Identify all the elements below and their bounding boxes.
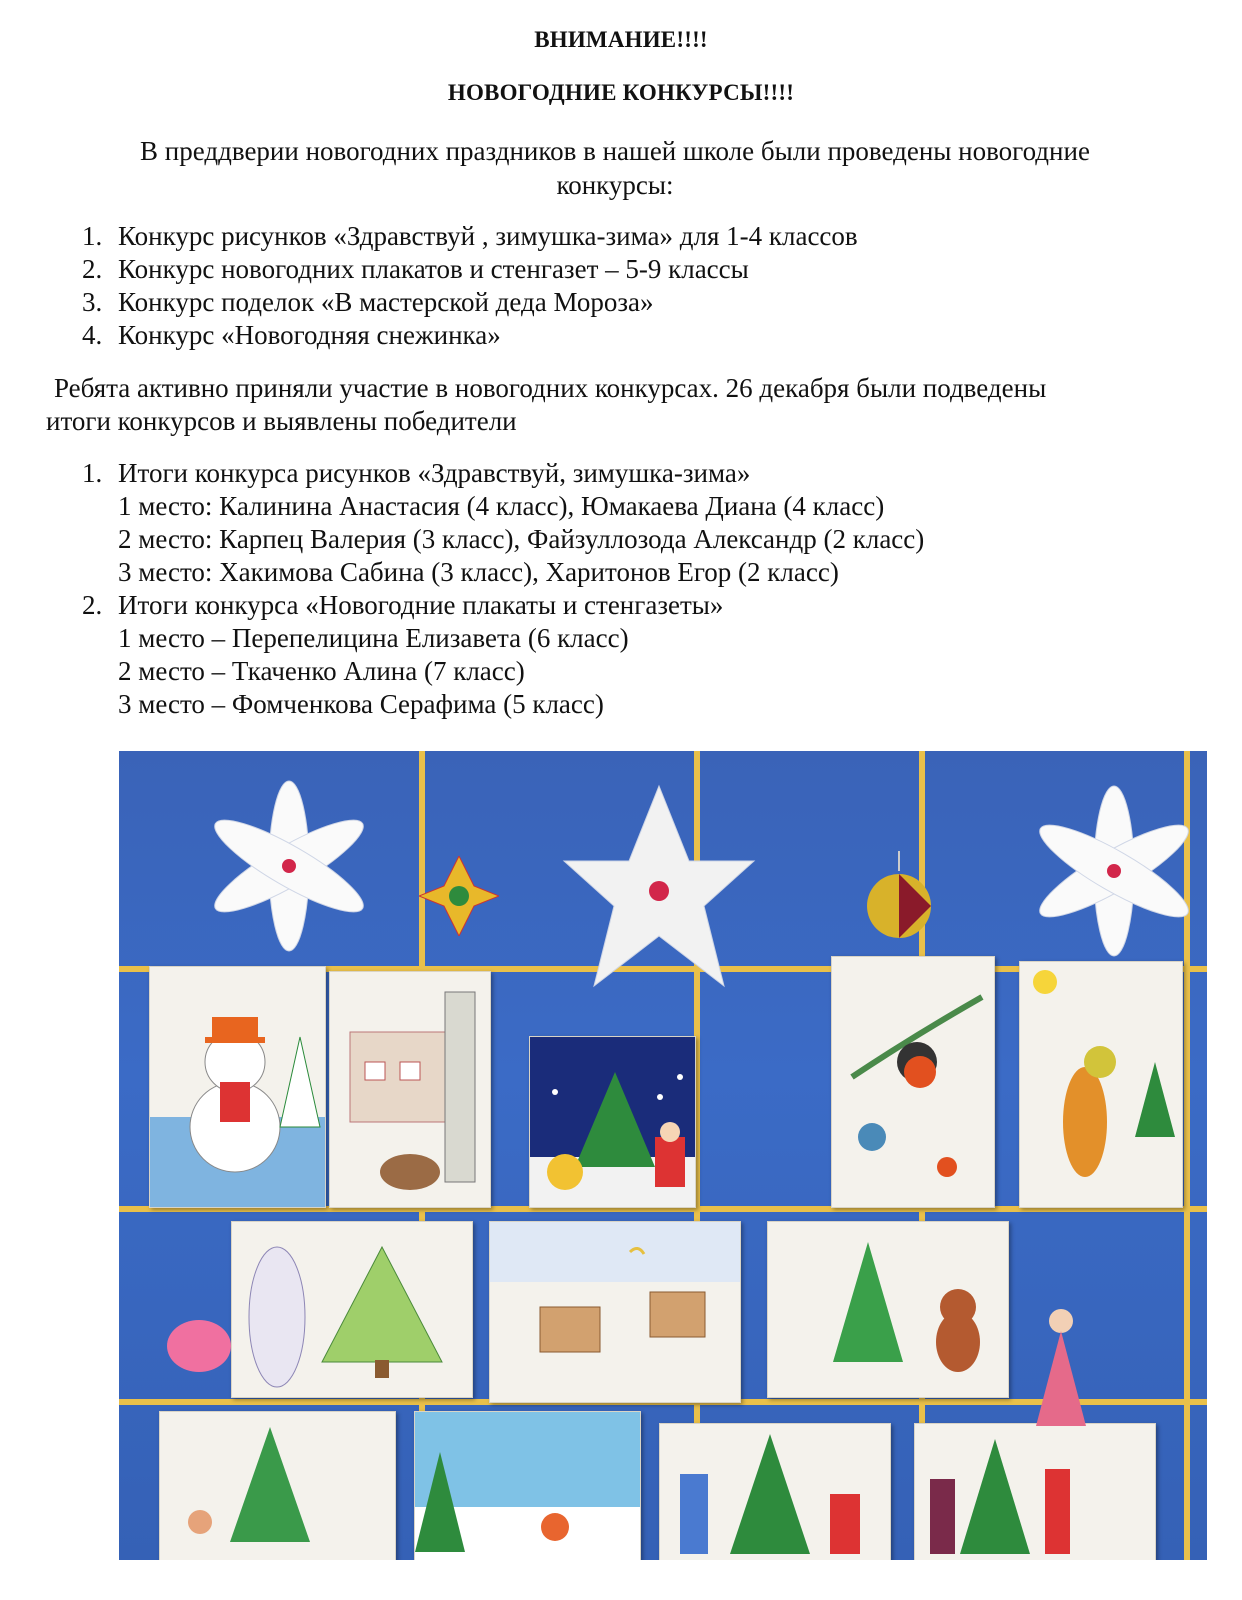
results-list <box>82 457 924 721</box>
list-item: 4. Конкурс «Новогодняя снежинка» <box>82 320 501 350</box>
ornament-paper-ball <box>864 851 934 941</box>
drawing-house <box>329 971 491 1208</box>
paper-snowflake-star <box>549 776 769 1006</box>
list-item: 3. Конкурс поделок «В мастерской деда Мороза» <box>82 287 654 317</box>
place-line: 3 место – Фомченкова Серафима (5 класс) <box>118 689 604 719</box>
result-item: 1. Итоги конкурса рисунков «Здравствуй, зимушка-зима» 1 место: Калинина Анастасия (4 класс), Юмакаева Диана (4 класс) 2 место: Карпец Валерия (3 класс), Файзуллозода Александр (2 класс) 3 место: Хакимова Сабина (3 класс), Харитонов Егор (2 класс) <box>82 458 925 587</box>
drawing-tree-dog <box>767 1221 1009 1398</box>
exhibition-photo <box>119 751 1207 1560</box>
result-item: 2. Итоги конкурса «Новогодние плакаты и стенгазеты» 1 место – Перепелицина Елизавета (6 класс) 2 место – Ткаченко Алина (7 класс) 3 место – Фомченкова Серафима (5 класс) <box>82 589 924 721</box>
drawing-winter-friends <box>914 1423 1156 1560</box>
place-line: 3 место: Хакимова Сабина (3 класс), Харитонов Егор (2 класс) <box>118 557 839 587</box>
list-item: 1. Конкурс рисунков «Здравствуй , зимушка-зима» для 1-4 классов <box>82 221 858 251</box>
result-title: Итоги конкурса «Новогодние плакаты и стенгазеты» <box>118 590 724 620</box>
drawing-forest <box>159 1411 396 1560</box>
intro-paragraph: В преддверии новогодних праздников в нашей школе были проведены новогодние конкурсы: <box>140 136 1090 200</box>
place-line: 2 место – Ткаченко Алина (7 класс) <box>118 656 525 686</box>
list-item: 2. Конкурс новогодних плакатов и стенгазет – 5-9 классы <box>82 254 749 284</box>
drawing-snowman <box>149 966 326 1208</box>
ornament-origami-star <box>419 856 499 936</box>
drawing-animals <box>414 1411 641 1560</box>
paper-snowflake <box>174 766 404 966</box>
paper-snowflake <box>1014 771 1207 971</box>
drawing-santa-tree <box>659 1423 891 1560</box>
place-line: 1 место – Перепелицина Елизавета (6 класс) <box>118 623 629 653</box>
drawing-bullfinch <box>831 956 995 1208</box>
ornament-angel-doll <box>1031 1301 1091 1431</box>
drawing-village <box>489 1221 741 1403</box>
drawing-ded-moroz <box>231 1221 473 1398</box>
drawing-winter-yard <box>1019 961 1183 1208</box>
ornament-pink-ball <box>164 1316 234 1376</box>
contest-list <box>82 220 858 352</box>
attention-heading: ВНИМАНИЕ!!!! <box>534 27 708 52</box>
poster-christmas-tree <box>529 1036 696 1208</box>
result-title: Итоги конкурса рисунков «Здравствуй, зимушка-зима» <box>118 458 751 488</box>
place-line: 1 место: Калинина Анастасия (4 класс), Юмакаева Диана (4 класс) <box>118 491 885 521</box>
contests-heading: НОВОГОДНИЕ КОНКУРСЫ!!!! <box>447 80 795 105</box>
place-line: 2 место: Карпец Валерия (3 класс), Файзуллозода Александр (2 класс) <box>118 524 925 554</box>
summary-paragraph: Ребята активно приняли участие в новогодних конкурсах. 26 декабря были подведены итоги конкурсов и выявлены победители <box>46 373 1047 436</box>
